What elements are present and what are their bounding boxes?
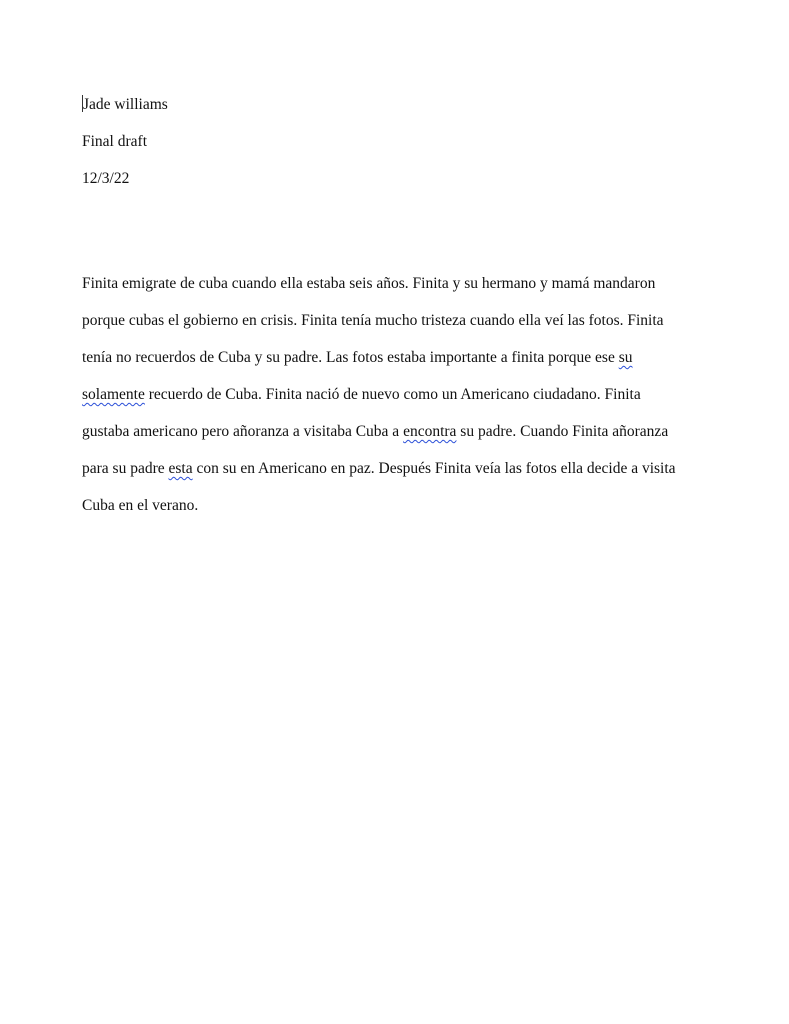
line-text: para su padre (82, 460, 169, 477)
document-header (82, 86, 722, 197)
line-text: con su en Americano en paz. Después Finita veía las fotos ella decide a visita (192, 460, 676, 477)
spellcheck-flagged-word: encontra (403, 423, 457, 440)
paragraph-line (82, 339, 722, 376)
line-text: Finita emigrate de cuba cuando ella estaba seis años. Finita y su hermano y mamá mandaron (82, 275, 656, 292)
paragraph-line (82, 265, 722, 302)
paragraph-line (82, 413, 722, 450)
author-name-line[interactable] (82, 86, 722, 123)
author-name: Jade williams (83, 96, 168, 113)
line-text: porque cubas el gobierno en crisis. Finita tenía mucho tristeza cuando ella veí las fotos. Finita (82, 312, 664, 329)
line-text: Cuba en el verano. (82, 497, 199, 514)
line-text: gustaba americano pero añoranza a visitaba Cuba a (82, 423, 404, 440)
spellcheck-flagged-word: solamente (82, 386, 145, 403)
document-date: 12/3/22 (82, 170, 130, 187)
line-text: tenía no recuerdos de Cuba y su padre. Las fotos estaba importante a finita porque ese (82, 349, 619, 366)
assignment-title: Final draft (82, 133, 147, 150)
paragraph-line (82, 302, 722, 339)
body-paragraph (82, 265, 722, 524)
line-text: recuerdo de Cuba. Finita nació de nuevo como un Americano ciudadano. Finita (144, 386, 641, 403)
line-text: su padre. Cuando Finita añoranza (456, 423, 669, 440)
spellcheck-flagged-word: esta (168, 460, 193, 477)
paragraph-line (82, 487, 722, 524)
paragraph-line (82, 450, 722, 487)
spellcheck-flagged-word: su (618, 349, 633, 366)
paragraph-line (82, 376, 722, 413)
